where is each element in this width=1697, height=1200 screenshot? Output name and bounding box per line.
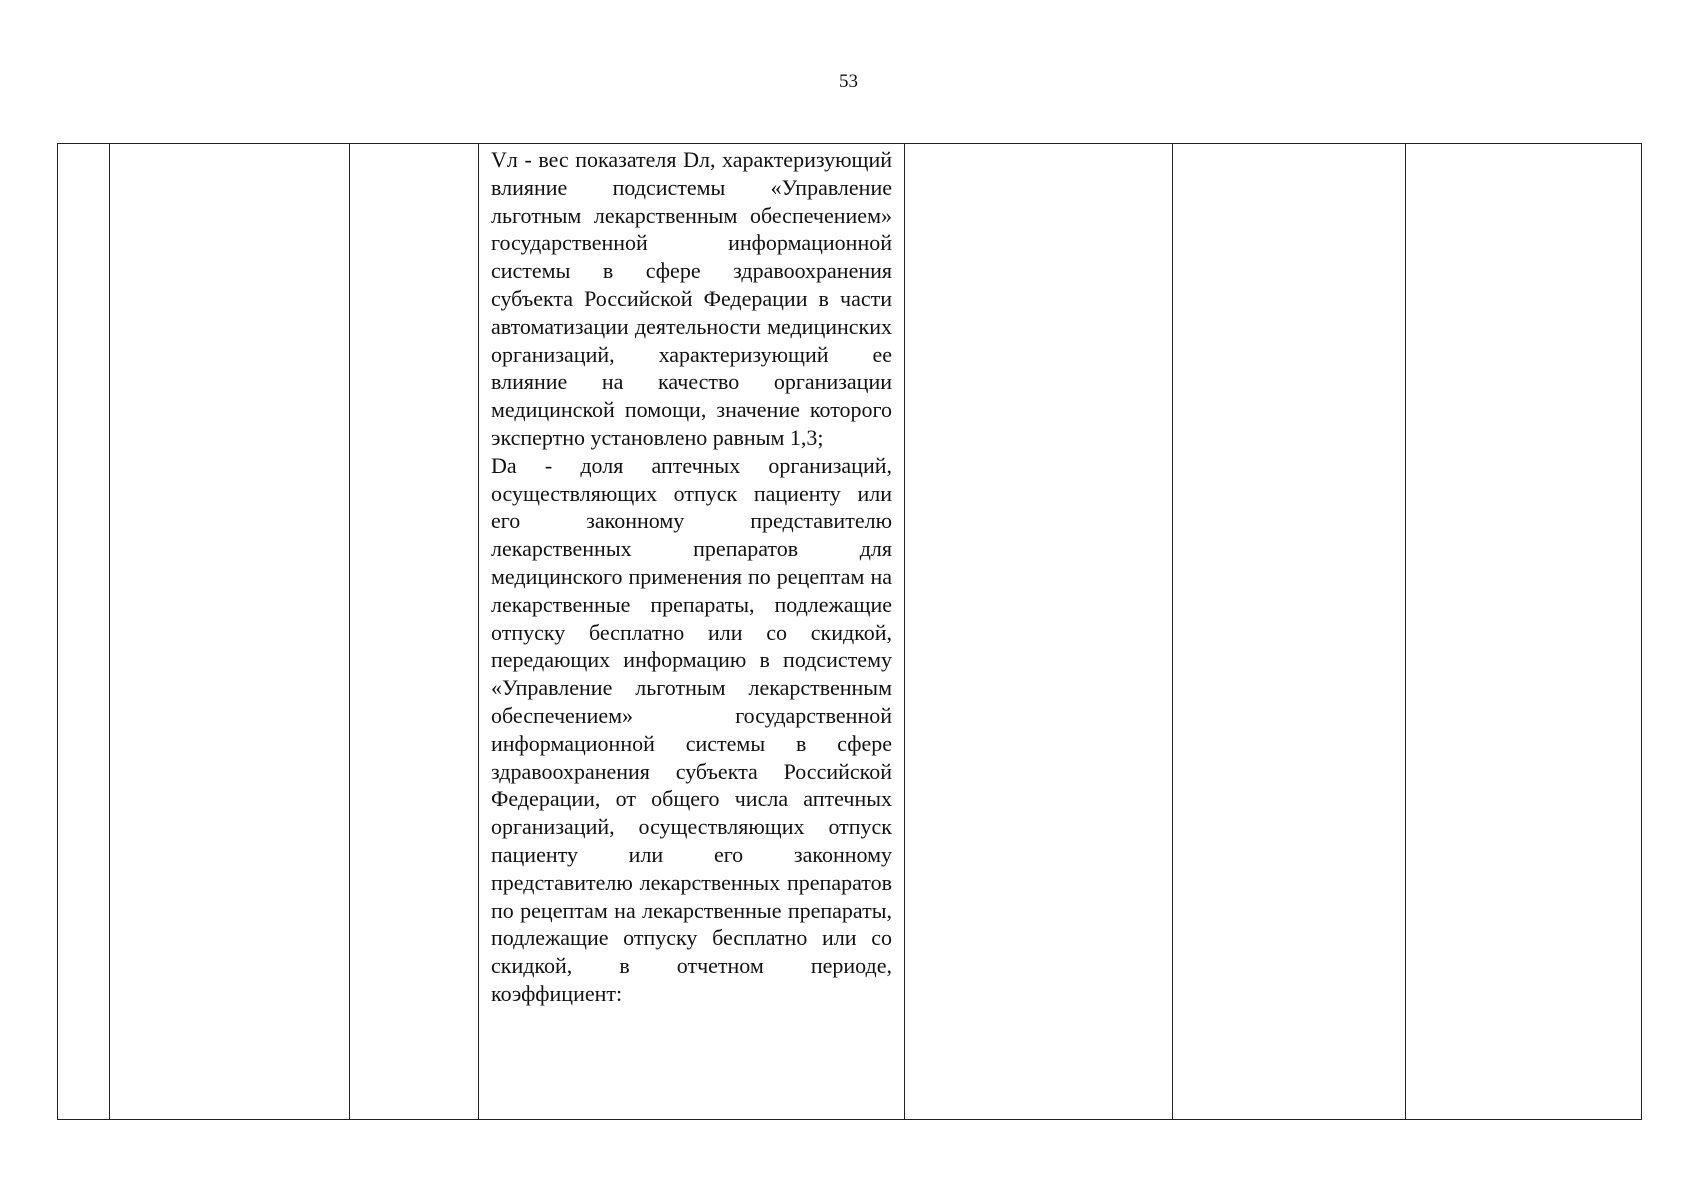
table-cell-name <box>110 144 350 1120</box>
table-cell-method <box>479 144 905 1120</box>
table-cell-responsible <box>1173 144 1406 1120</box>
indicator-table <box>57 143 1642 1120</box>
table-row <box>58 144 1642 1120</box>
page-number: 53 <box>839 71 858 92</box>
table-cell-notes <box>1406 144 1642 1120</box>
paragraph-vl-weight: Vл - вес показателя Dл, характеризующий влияние подсистемы «Управление льготным лекарственным обеспечением» государственной информационной системы в сфере здравоохранения субъекта Российской Федерации в части автоматизации деятельности медицинских организаций, характеризующий ее влияние на качество организации медицинской помощи, значение которого экспертно установлено равным 1,3; <box>491 147 892 450</box>
table-cell-source <box>905 144 1173 1120</box>
paragraph-da-share: Da - доля аптечных организаций, осуществляющих отпуск пациенту или его законному представителю лекарственных препаратов для медицинского применения по рецептам на лекарственные препараты, подлежащие отпуску бесплатно или со скидкой, передающих информацию в подсистему «Управление льготным лекарственным обеспечением» государственной информационной системы в сфере здравоохранения субъекта Российской Федерации, от общего числа аптечных организаций, осуществляющих отпуск пациенту или его законному представителю лекарственных препаратов по рецептам на лекарственные препараты, подлежащие отпуску бесплатно или со скидкой, в отчетном периоде, коэффициент: <box>491 452 892 1006</box>
table-cell-unit <box>350 144 479 1120</box>
table-cell-number <box>58 144 110 1120</box>
